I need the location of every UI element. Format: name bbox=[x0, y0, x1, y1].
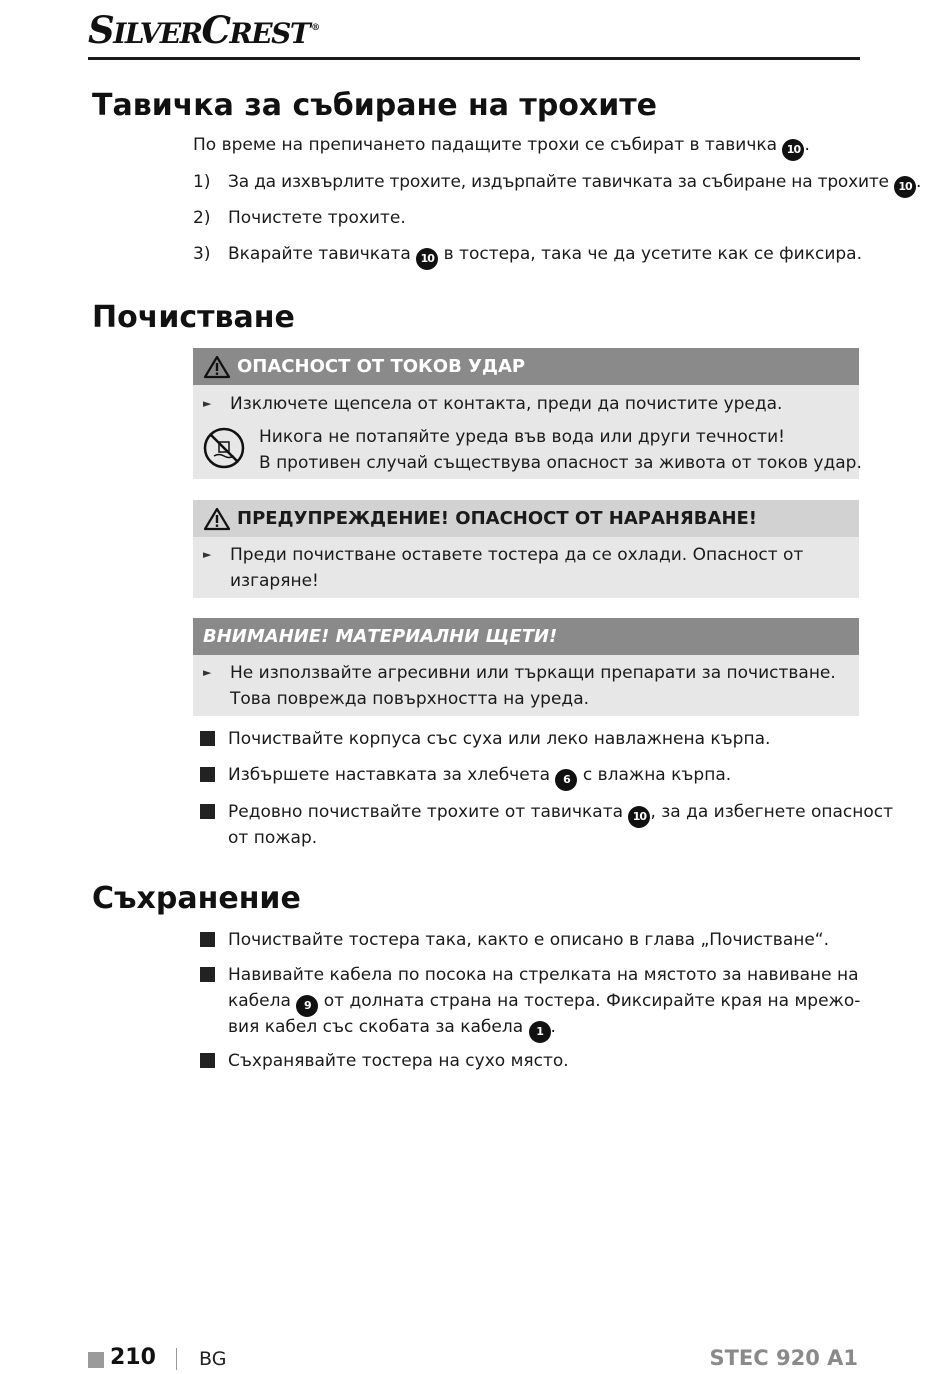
ref-number-badge: 9 bbox=[296, 995, 318, 1017]
step-number: 1) bbox=[193, 172, 211, 192]
arrow-bullet-icon: ► bbox=[203, 666, 212, 679]
footer-square-icon bbox=[88, 1352, 104, 1368]
step-number: 3) bbox=[193, 244, 211, 264]
warning-text: изгаряне! bbox=[230, 571, 319, 591]
list-item: Редовно почиствайте трохите от тавичката 10 , за да избегнете опасност bbox=[228, 799, 893, 828]
step-text: За да изхвърлите трохите, издърпайте тавичката за събиране на трохите 10 . bbox=[228, 169, 921, 198]
warning-text: Преди почистване оставете тостера да се охлади. Опасност от bbox=[230, 545, 804, 565]
ref-number-badge: 10 bbox=[782, 139, 804, 161]
electric-shock-warning-box bbox=[193, 348, 862, 479]
no-immersion-icon bbox=[202, 426, 246, 470]
square-bullet-icon bbox=[200, 967, 215, 982]
ref-number-badge: 10 bbox=[628, 806, 650, 828]
square-bullet-icon bbox=[200, 767, 215, 782]
model-number: STEC 920 A1 bbox=[709, 1346, 858, 1370]
ref-number-badge: 10 bbox=[894, 176, 916, 198]
square-bullet-icon bbox=[200, 804, 215, 819]
page-number: 210 bbox=[110, 1345, 156, 1370]
list-item: Навивайте кабела по посока на стрелката на мястото за навиване на bbox=[228, 965, 859, 985]
warning-text: Не използвайте агресивни или търкащи препарати за почистване. bbox=[230, 663, 836, 683]
square-bullet-icon bbox=[200, 731, 215, 746]
step-number: 2) bbox=[193, 208, 211, 228]
material-damage-warning-box bbox=[193, 618, 859, 716]
warning-heading: ПРЕДУПРЕЖДЕНИЕ! ОПАСНОСТ ОТ НАРАНЯВАНЕ! bbox=[193, 500, 859, 537]
list-item: Избършете наставката за хлебчета 6 с влажна кърпа. bbox=[228, 762, 731, 791]
section-title-crumb-tray: Тавичка за събиране на трохите bbox=[92, 88, 658, 123]
step-text: Вкарайте тавичката 10 в тостера, така че да усетите как се фиксира. bbox=[228, 241, 862, 270]
list-item: Съхранявайте тостера на сухо място. bbox=[228, 1051, 569, 1071]
footer-divider bbox=[176, 1348, 177, 1370]
arrow-bullet-icon: ► bbox=[203, 397, 212, 410]
arrow-bullet-icon: ► bbox=[203, 548, 212, 561]
list-item-continued: от пожар. bbox=[228, 828, 318, 848]
warning-text: Изключете щепсела от контакта, преди да почистите уреда. bbox=[230, 394, 783, 414]
square-bullet-icon bbox=[200, 932, 215, 947]
warning-triangle-icon bbox=[203, 507, 231, 531]
injury-warning-box bbox=[193, 500, 859, 598]
ref-number-badge: 6 bbox=[555, 769, 577, 791]
intro-paragraph: По време на препичането падащите трохи се събират в тавичка 10 . bbox=[193, 132, 810, 161]
step-text: Почистете трохите. bbox=[228, 208, 406, 228]
square-bullet-icon bbox=[200, 1053, 215, 1068]
list-item-continued: вия кабел със скобата за кабела 1 . bbox=[228, 1014, 556, 1043]
warning-triangle-icon bbox=[203, 355, 231, 379]
warning-text: В противен случай съществува опасност за живота от токов удар. bbox=[259, 453, 862, 473]
page-header bbox=[88, 6, 860, 60]
section-title-storage: Съхранение bbox=[92, 881, 301, 916]
section-title-cleaning: Почистване bbox=[92, 300, 295, 335]
warning-text: Никога не потапяйте уреда във вода или други течности! bbox=[259, 427, 785, 447]
list-item-continued: кабела 9 от долната страна на тостера. Фиксирайте края на мрежо- bbox=[228, 988, 860, 1017]
ref-number-badge: 10 bbox=[416, 248, 438, 270]
silvercrest-logo: SILVERCREST ® bbox=[88, 8, 319, 52]
ref-number-badge: 1 bbox=[529, 1021, 551, 1043]
warning-heading: ОПАСНОСТ ОТ ТОКОВ УДАР bbox=[193, 348, 859, 385]
language-code: BG bbox=[199, 1348, 227, 1370]
list-item: Почиствайте корпуса със суха или леко навлажнена кърпа. bbox=[228, 729, 771, 749]
warning-text: Това поврежда повърхността на уреда. bbox=[230, 689, 590, 709]
list-item: Почиствайте тостера така, както е описано в глава „Почистване“. bbox=[228, 930, 830, 950]
warning-heading: ВНИМАНИЕ! МАТЕРИАЛНИ ЩЕТИ! bbox=[193, 618, 859, 655]
